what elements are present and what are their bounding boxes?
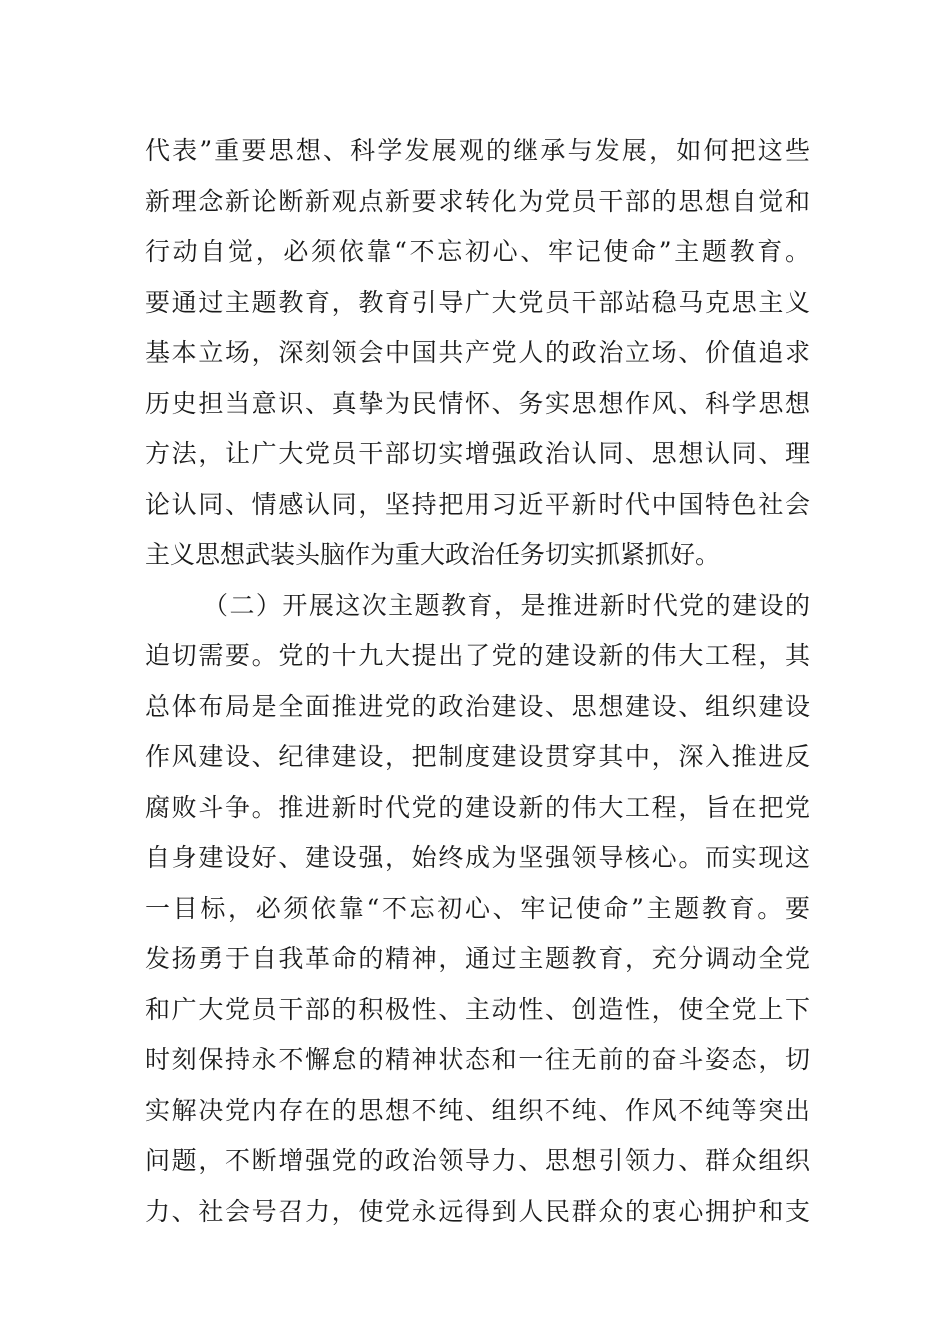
text-line: 力、社会号召力，使党永远得到人民群众的衷心拥护和支 [145, 1196, 810, 1226]
text-line: 历史担当意识、真挚为民情怀、务实思想作风、科学思想 [145, 388, 810, 418]
text-line: 实解决党内存在的思想不纯、组织不纯、作风不纯等突出 [145, 1095, 810, 1125]
text-line: 问题，不断增强党的政治领导力、思想引领力、群众组织 [145, 1146, 810, 1175]
text-line: 新理念新论断新观点新要求转化为党员干部的思想自觉和 [145, 186, 810, 216]
text-line: 作风建设、纪律建设，把制度建设贯穿其中，深入推进反 [145, 742, 810, 771]
text-line: 自身建设好、建设强，始终成为坚强领导核心。而实现这 [145, 843, 810, 872]
text-line: 迫切需要。党的十九大提出了党的建设新的伟大工程，其 [145, 641, 810, 670]
text-line: 基本立场，深刻领会中国共产党人的政治立场、价值追求 [145, 338, 810, 367]
text-line: 发扬勇于自我革命的精神，通过主题教育，充分调动全党 [145, 944, 810, 973]
text-line: 主义思想武装头脑作为重大政治任务切实抓紧抓好。 [145, 540, 721, 569]
text-line: 总体布局是全面推进党的政治建设、思想建设、组织建设 [145, 691, 810, 721]
body-text [145, 126, 810, 1237]
text-line: 行动自觉，必须依靠“不忘初心、牢记使命”主题教育。 [145, 237, 810, 266]
text-line: 一目标，必须依靠“不忘初心、牢记使命”主题教育。要 [145, 893, 810, 923]
text-line: 时刻保持永不懈怠的精神状态和一往无前的奋斗姿态，切 [145, 1045, 810, 1074]
text-line: 方法，让广大党员干部切实增强政治认同、思想认同、理 [145, 439, 810, 468]
text-line: 腐败斗争。推进新时代党的建设新的伟大工程，旨在把党 [145, 792, 810, 822]
text-line: 代表”重要思想、科学发展观的继承与发展，如何把这些 [145, 136, 810, 165]
text-line: 和广大党员干部的积极性、主动性、创造性，使全党上下 [145, 994, 810, 1024]
text-line: 论认同、情感认同，坚持把用习近平新时代中国特色社会 [145, 489, 810, 519]
paragraph-start-line: （二）开展这次主题教育，是推进新时代党的建设的 [203, 590, 810, 620]
text-line: 要通过主题教育，教育引导广大党员干部站稳马克思主义 [145, 287, 810, 317]
